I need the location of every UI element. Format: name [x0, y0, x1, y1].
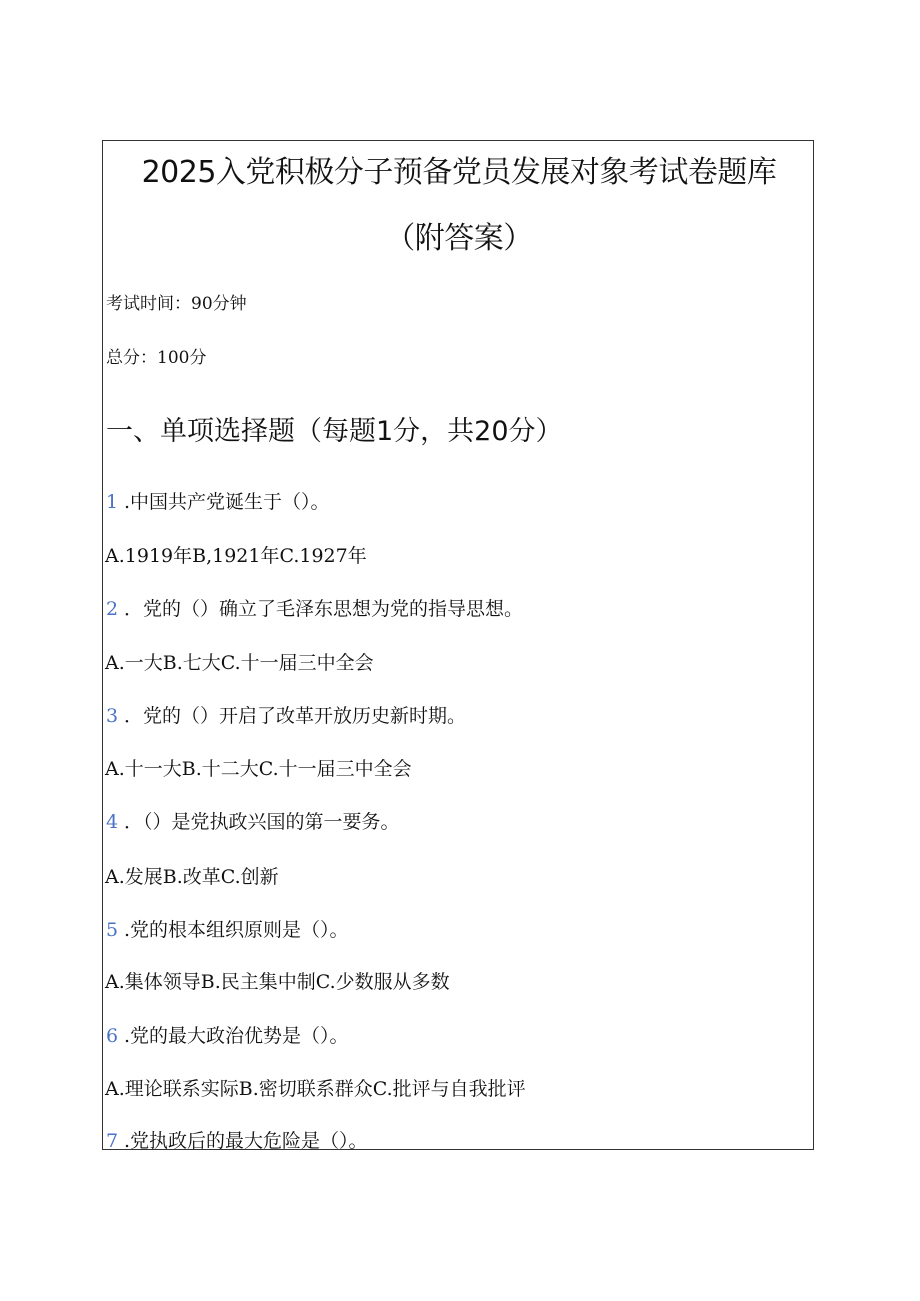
question-number: 5: [106, 919, 119, 941]
exam-time: 考试时间：90分钟: [106, 294, 247, 314]
total-score: 总分：100分: [106, 348, 207, 368]
question-1-options: A.1919年B,1921年C.1927年: [105, 545, 367, 567]
question-text: ．（）是党执政兴国的第一要务。: [124, 811, 400, 833]
question-number: 3: [106, 705, 119, 727]
question-number: 2: [106, 598, 119, 620]
question-text: .党的根本组织原则是（）。: [124, 919, 349, 941]
question-text: .党的最大政治优势是（）。: [124, 1025, 349, 1047]
question-3-options: A.十一大B.十二大C.十一届三中全会: [105, 758, 412, 780]
document-page: [102, 140, 814, 1150]
question-number: 6: [106, 1025, 119, 1047]
question-text: .党执政后的最大危险是（）。: [124, 1130, 368, 1152]
question-4: [106, 807, 400, 834]
question-6: [106, 1021, 349, 1048]
question-6-options: A.理论联系实际B.密切联系群众C.批评与自我批评: [105, 1078, 526, 1100]
question-2-options: A.一大B.七大C.十一届三中全会: [105, 652, 374, 674]
question-number: 4: [106, 811, 119, 833]
section-heading: 一、单项选择题（每题1分，共20分）: [106, 416, 563, 447]
question-5: [106, 915, 349, 942]
question-5-options: A.集体领导B.民主集中制C.少数服从多数: [105, 971, 450, 993]
document-title-line2: （附答案）: [385, 221, 533, 256]
question-text: ．党的（）开启了改革开放历史新时期。: [124, 705, 467, 727]
question-2: [106, 594, 523, 621]
question-number: 7: [106, 1130, 119, 1152]
question-7: [106, 1126, 368, 1153]
question-1: [106, 487, 330, 514]
question-text: .中国共产党诞生于（）。: [124, 491, 330, 513]
question-number: 1: [106, 491, 119, 513]
question-4-options: A.发展B.改革C.创新: [105, 866, 279, 888]
document-title-line1: 2025入党积极分子预备党员发展对象考试卷题库: [141, 155, 777, 190]
question-3: [106, 701, 466, 728]
question-text: ．党的（）确立了毛泽东思想为党的指导思想。: [124, 598, 524, 620]
